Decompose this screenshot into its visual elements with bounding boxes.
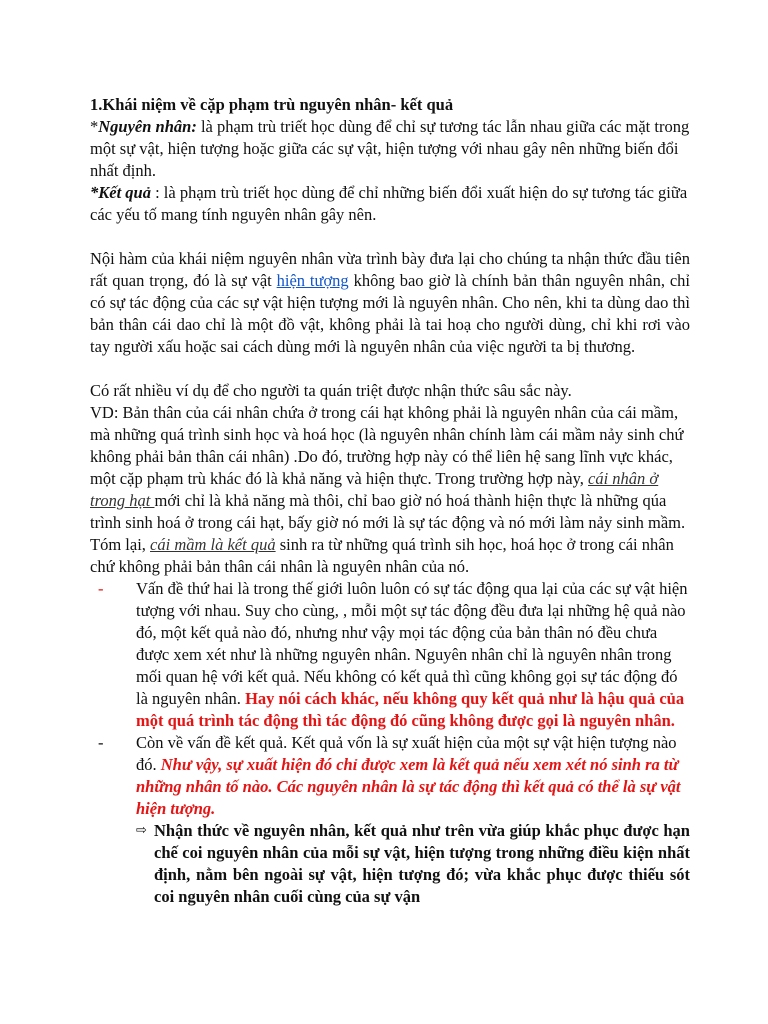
section-heading: 1.Khái niệm về cặp phạm trù nguyên nhân- kết quả (90, 95, 454, 114)
para1-text-b: không bao giờ là chính bản thân nguyên nhân, chỉ có sự tác động của các sự vật hiện tượng mới là nguyên nhân. Cho nên, khi ta dùng dao thì bản thân cái dao chỉ là một đồ vật, không phải là tai hoạ cho người dùng, chỉ khi rơi vào tay người xấu hoặc sai cách dùng mới là nguyên nhân của việc người ta bị thương. (90, 271, 690, 356)
spacer (90, 358, 690, 380)
bullet-list (90, 578, 690, 820)
def-cause-text: là phạm trù triết học dùng để chỉ sự tương tác lẫn nhau giữa các mặt trong một sự vật, hiện tượng hoặc giữa các sự vật, hiện tượng với nhau gây nên những biến đổi nhất định. (90, 117, 690, 180)
example-text-a: VD: Bản thân của cái nhân chứa ở trong cái hạt không phải là nguyên nhân của cái mầm, mà những quá trình sinh học và hoá học (là nguyên nhân chính làm cái mầm nảy sinh chứ không phải bản thân cái nhân) .Do đó, trường hợp này có thể liên hệ sang lĩnh vực khác, một cặp phạm trù khác đó là khả năng và hiện thực. Trong trường hợp này, (90, 403, 684, 488)
paragraph-example (90, 402, 690, 578)
term-cause: Nguyên nhân: (98, 117, 197, 136)
bullet-text: Vấn đề thứ hai là trong thế giới luôn luôn có sự tác động qua lại của các sự vật hiện tượng với nhau. Suy cho cùng, , mỗi một sự tác động đều đưa lại những hệ quả nào đó, một kết quả nào đó, nhưng như vậy mọi tác động của bản thân nó đều chưa được xem xét như là những nguyên nhân. Nguyên nhân chỉ là nguyên nhân trong mối quan hệ với kết quả. Nếu không có kết quả thì cũng không gọi sự tác động đó là nguyên nhân. (136, 579, 688, 708)
definition-effect (90, 182, 690, 226)
def-prefix: * (90, 117, 99, 136)
example-text-b: mới chỉ là khả năng mà thôi, chỉ bao giờ nó hoá thành hiện thực là những qúa trình sinh hoá ở trong cái hạt, bấy giờ nó mới là sự tác động và nó mới làm nảy sinh mầm. Tóm lại, (90, 491, 686, 554)
document-page (90, 94, 690, 908)
conclusion-text: Nhận thức về nguyên nhân, kết quả như trên vừa giúp khắc phục được hạn chế coi nguyên nhân của mỗi sự vật, hiện tượng trong những điều kiện nhất định, nằm bên ngoài sự vật, hiện tượng đó; vừa khắc phục được thiếu sót coi nguyên nhân cuối cùng của sự vận (154, 821, 690, 906)
dash-marker: - (98, 579, 104, 598)
conclusion-item (90, 820, 690, 908)
example-text-c: sinh ra từ những quá trình sih học, hoá học ở trong cái nhân chứ không phải bản thân cái nhân là nguyên nhân của nó. (90, 535, 674, 576)
dash-marker: - (98, 733, 104, 752)
paragraph-examples-intro: Có rất nhiều ví dụ để cho người ta quán triệt được nhận thức sâu sắc này. (90, 381, 572, 400)
bullet-text: Còn về vấn đề kết quả. Kết quả vốn là sự xuất hiện của một sự vật hiện tượng nào đó. (136, 733, 677, 774)
emphasis-sprout-result: cái mầm là kết quả (150, 535, 276, 554)
term-effect: *Kết quả (90, 183, 151, 202)
spacer (90, 226, 690, 248)
bullet-highlight: Hay nói cách khác, nếu không quy kết quả như là hậu quả của một quá trình tác động thì tác động đó cũng không được gọi là nguyên nhân. (136, 689, 685, 730)
para1-text-a: Nội hàm của khái niệm nguyên nhân vừa trình bày đưa lại cho chúng ta nhận thức đầu tiên rất quan trọng, đó là sự vật (90, 249, 690, 290)
def-effect-text: : là phạm trù triết học dùng để chỉ những biến đổi xuất hiện do sự tương tác giữa các yếu tố mang tính nguyên nhân gây nên. (90, 183, 688, 224)
hien-tuong-link[interactable]: hiện tượng (276, 271, 349, 290)
arrow-right-icon: ⇨ (136, 823, 147, 838)
paragraph-content (90, 248, 690, 358)
bullet-highlight: Như vậy, sự xuất hiện đó chỉ được xem là kết quả nếu xem xét nó sinh ra từ những nhân tố nào. Các nguyên nhân là sự tác động thì kết quả có thể là sự vật hiện tượng. (136, 755, 681, 818)
list-item (90, 732, 690, 820)
emphasis-seed-kernel: cái nhân ở trong hạt (90, 469, 659, 510)
list-item (90, 578, 690, 732)
definition-cause (90, 116, 690, 182)
